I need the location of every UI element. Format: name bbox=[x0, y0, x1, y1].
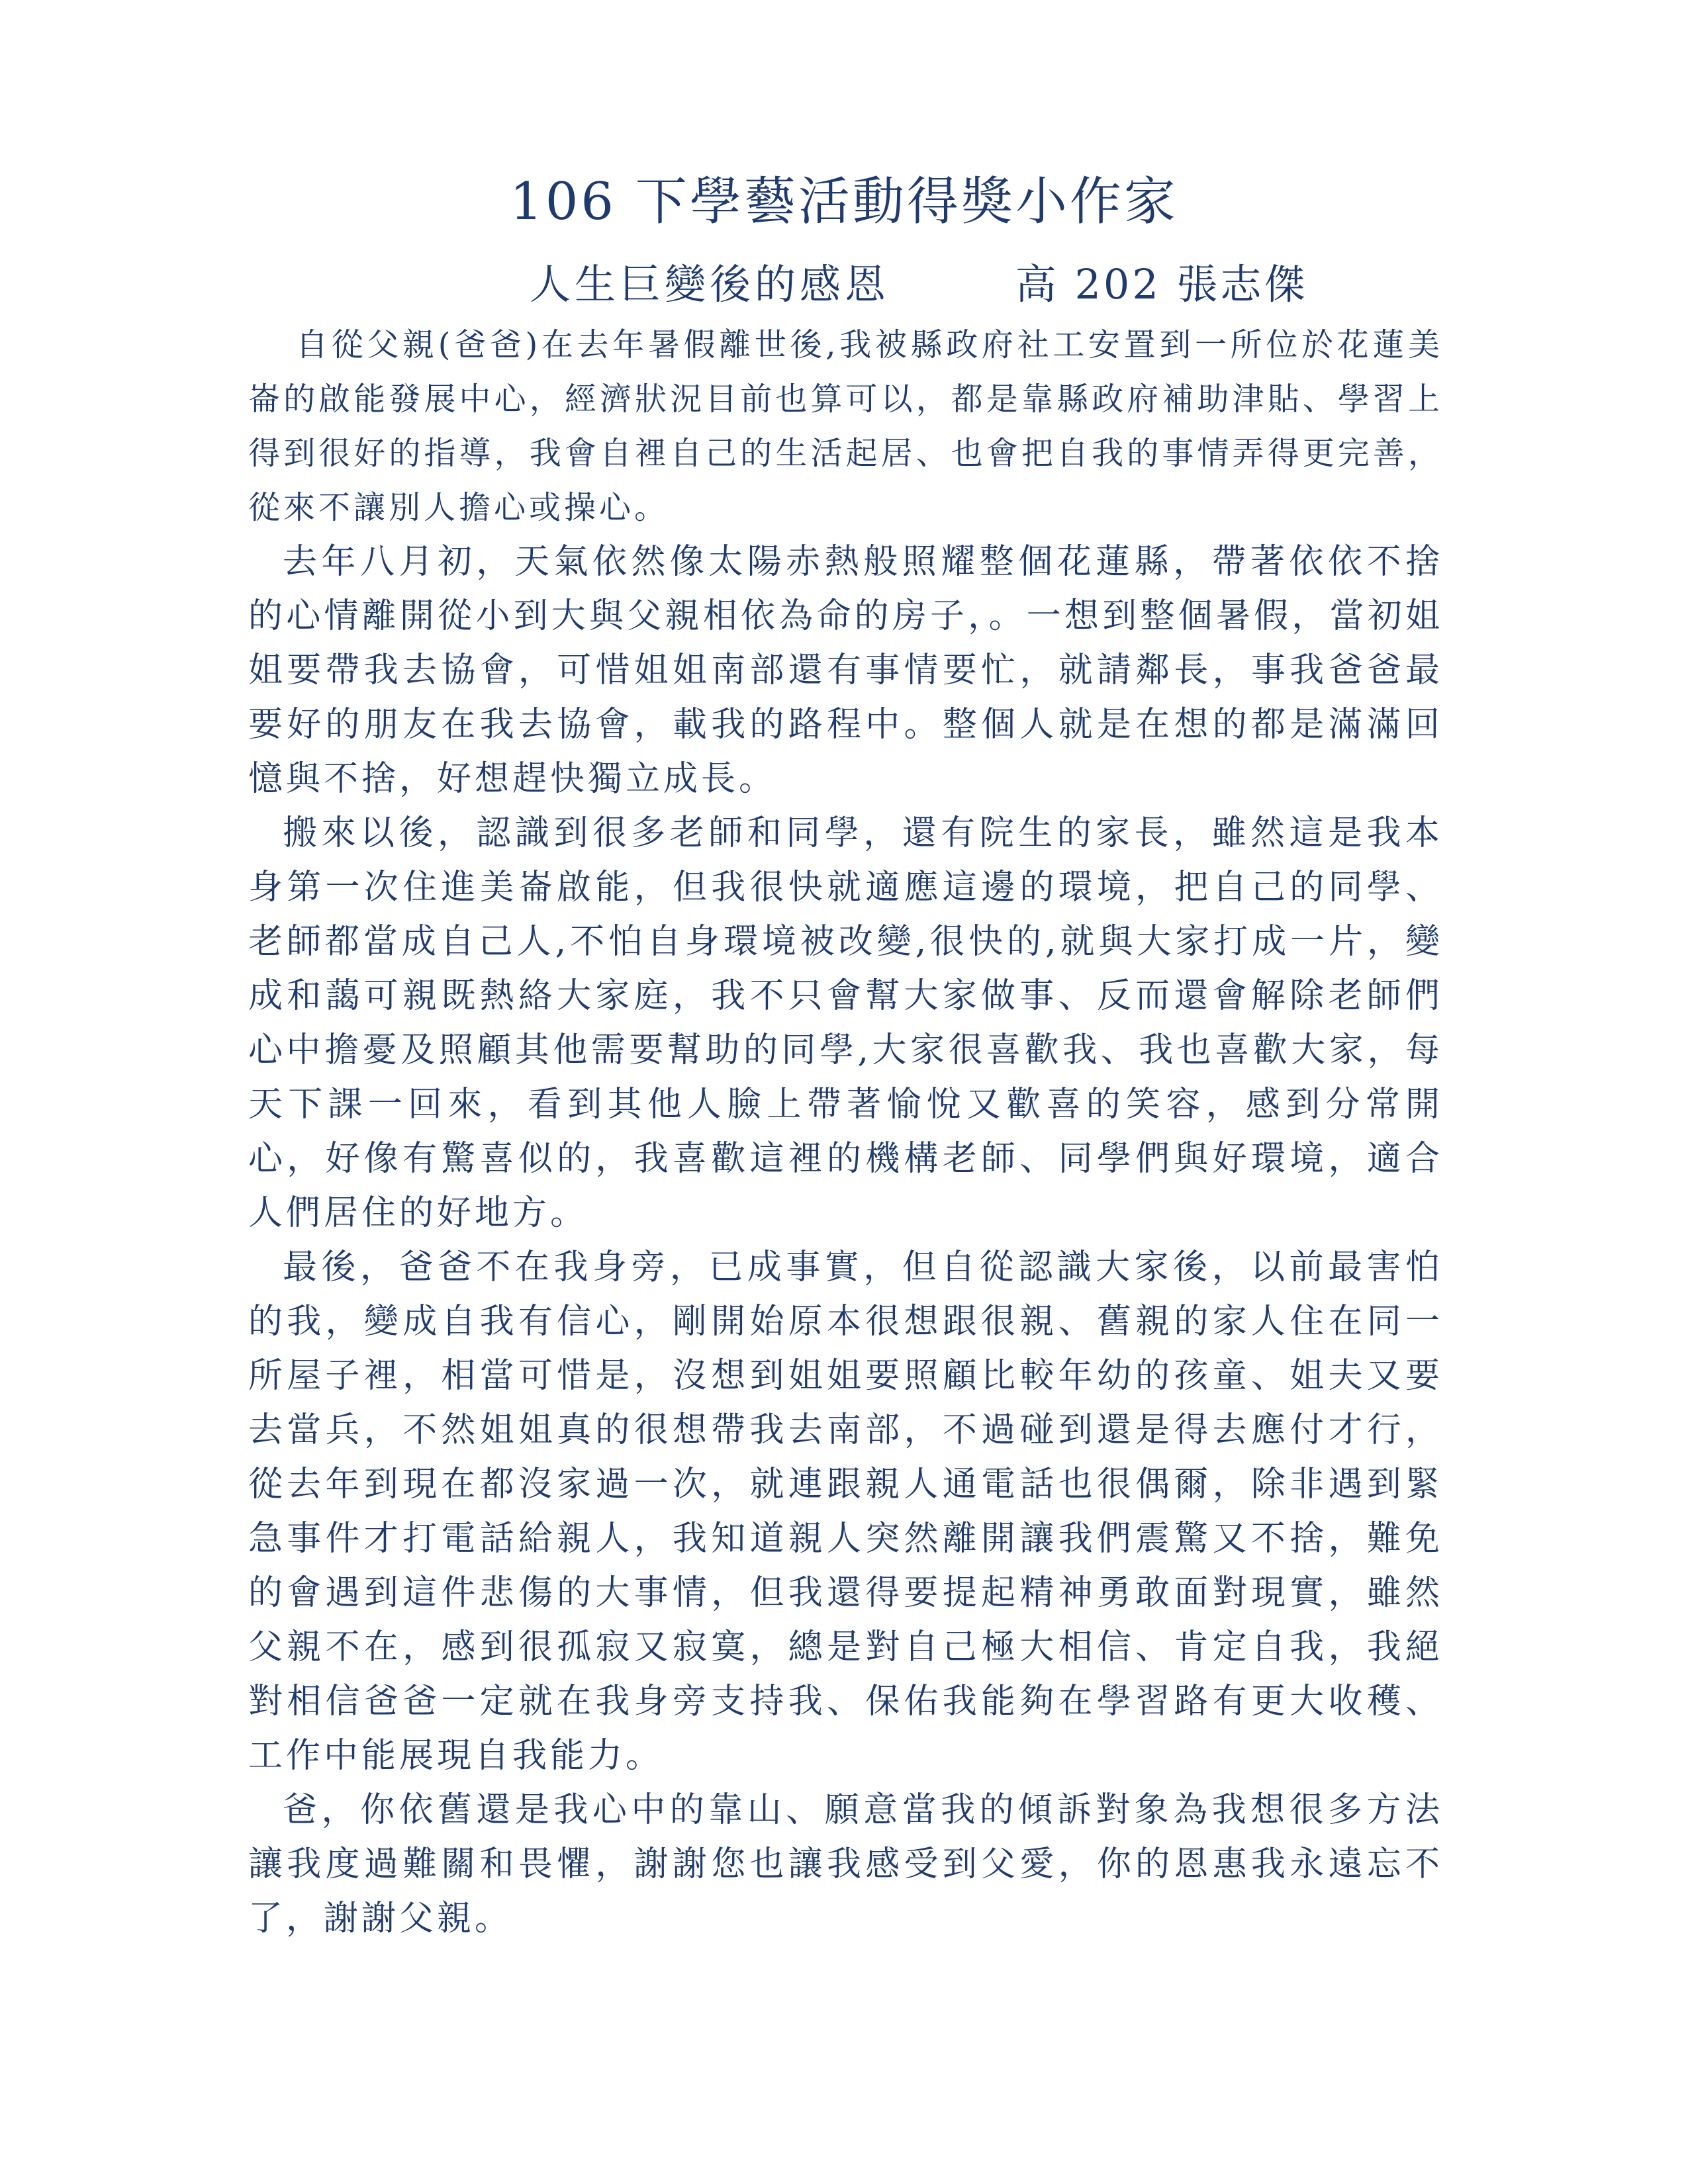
paragraph: 自從父親(爸爸)在去年暑假離世後,我被縣政府社工安置到一所位於花蓮美崙的啟能發展中心，經濟狀況目前也算可以，都是靠縣政府補助津貼、學習上得到很好的指導，我會自裡自己的生活起居、也會把自我的事情弄得更完善，從來不讓別人擔心或操心。 bbox=[248, 326, 1443, 526]
essay-body bbox=[248, 318, 1443, 1946]
paragraph: 搬來以後，認識到很多老師和同學，還有院生的家長，雖然這是我本身第一次住進美崙啟能，但我很快就適應這邊的環境，把自己的同學、老師都當成自己人,不怕自身環境被改變,很快的,就與大家打成一片，變成和藹可親既熱絡大家庭，我不只會幫大家做事、反而還會解除老師們心中擔憂及照顧其他需要幫助的同學,大家很喜歡我、我也喜歡大家，每天下課一回來，看到其他人臉上帶著愉悅又歡喜的笑容，感到分常開心，好像有驚喜似的，我喜歡這裡的機構老師、同學們與好環境，適合人們居住的好地方。 bbox=[248, 813, 1443, 1233]
author-byline: 高 202 張志傑 bbox=[1015, 260, 1308, 308]
essay-header bbox=[530, 255, 1308, 314]
essay-title: 人生巨變後的感恩 bbox=[530, 260, 890, 308]
paragraph: 爸，你依舊還是我心中的靠山、願意當我的傾訴對象為我想很多方法讓我度過難關和畏懼，謝謝您也讓我感受到父愛，你的恩惠我永遠忘不了，謝謝父親。 bbox=[248, 1790, 1443, 1938]
document-title: 106 下學藝活動得獎小作家 bbox=[510, 172, 1178, 232]
paragraph: 去年八月初，天氣依然像太陽赤熱般照耀整個花蓮縣，帶著依依不捨的心情離開從小到大與父親相依為命的房子，。一想到整個暑假，當初姐姐要帶我去協會，可惜姐姐南部還有事情要忙，就請鄰長，事我爸爸最要好的朋友在我去協會，載我的路程中。整個人就是在想的都是滿滿回憶與不捨，好想趕快獨立成長。 bbox=[248, 542, 1443, 799]
paragraph: 最後，爸爸不在我身旁，已成事實，但自從認識大家後，以前最害怕的我，變成自我有信心，剛開始原本很想跟很親、舊親的家人住在同一所屋子裡，相當可惜是，沒想到姐姐要照顧比較年幼的孩童、姐夫又要去當兵，不然姐姐真的很想帶我去南部，不過碰到還是得去應付才行，從去年到現在都沒家過一次，就連跟親人通電話也很偶爾，除非遇到緊急事件才打電話給親人，我知道親人突然離開讓我們震驚又不捨，難免的會遇到這件悲傷的大事情，但我還得要提起精神勇敢面對現實，雖然父親不在，感到很孤寂又寂寞，總是對自己極大相信、肯定自我，我絕對相信爸爸一定就在我身旁支持我、保佑我能夠在學習路有更大收穫、工作中能展現自我能力。 bbox=[248, 1248, 1443, 1776]
